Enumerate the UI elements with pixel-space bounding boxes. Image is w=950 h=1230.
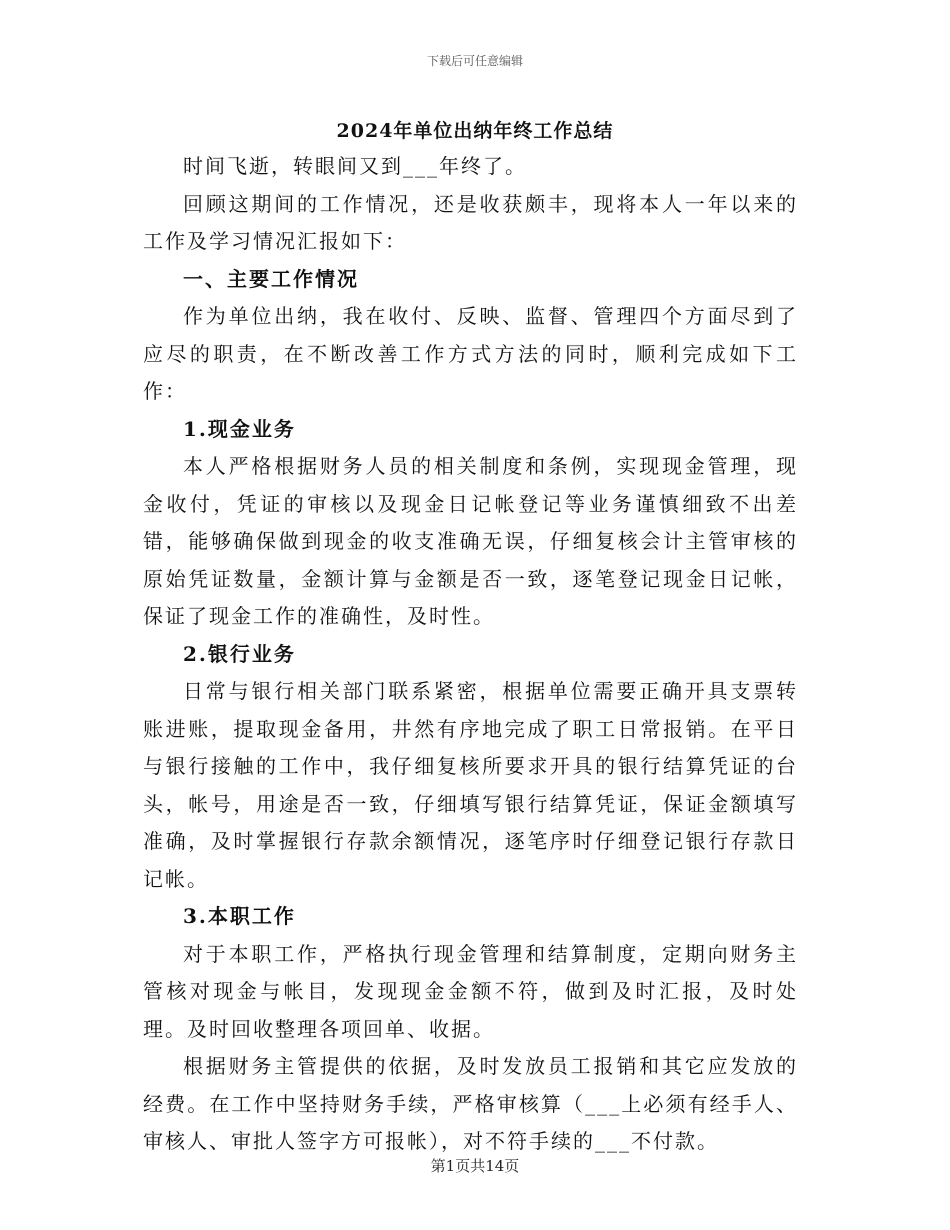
subsection-heading: 3.本职工作 [183,904,296,928]
subsection-heading: 1.现金业务 [183,416,296,441]
paragraph: 对于本职工作，严格执行现金管理和结算制度，定期向财务主管核对现金与帐目，发现现金金额不符，做到及时汇报，及时处理。及时回收整理各项回单、收据。 [143,941,798,1041]
subsection-heading: 2.银行业务 [183,641,296,666]
paragraph: 作为单位出纳，我在收付、反映、监督、管理四个方面尽到了应尽的职责，在不断改善工作方式方法的同时，顺利完成如下工作： [143,304,798,403]
header-note: 下载后可任意编辑 [426,54,523,68]
paragraph: 本人严格根据财务人员的相关制度和条例，实现现金管理，现金收付，凭证的审核以及现金日记帐登记等业务谨慎细致不出差错，能够确保做到现金的收支准确无误，仔细复核会计主管审核的原始凭证数量，金额计算与金额是否一致，逐笔登记现金日记帐，保证了现金工作的准确性，及时性。 [143,454,798,628]
paragraph: 日常与银行相关部门联系紧密，根据单位需要正确开具支票转账进账，提取现金备用，井然有序地完成了职工日常报销。在平日与银行接触的工作中，我仔细复核所要求开具的银行结算凭证的台头，帐号，用途是否一致，仔细填写银行结算凭证，保证金额填写准确，及时掌握银行存款余额情况，逐笔序时仔细登记银行存款日记帐。 [143,679,798,891]
page-number: 第1页共14页 [430,1157,520,1175]
paragraph: 根据财务主管提供的依据，及时发放员工报销和其它应发放的经费。在工作中坚持财务手续，严格审核算（___上必须有经手人、审核人、审批人签字方可报帐），对不符手续的___不付款。 [143,1054,798,1153]
paragraph: 回顾这期间的工作情况，还是收获颇丰，现将本人一年以来的工作及学习情况汇报如下： [143,191,798,253]
document-title: 2024年单位出纳年终工作总结 [336,120,614,142]
document-body [143,148,798,1161]
paragraph: 时间飞逝，转眼间又到___年终了。 [183,154,527,178]
section-heading: 一、主要工作情况 [183,266,359,291]
